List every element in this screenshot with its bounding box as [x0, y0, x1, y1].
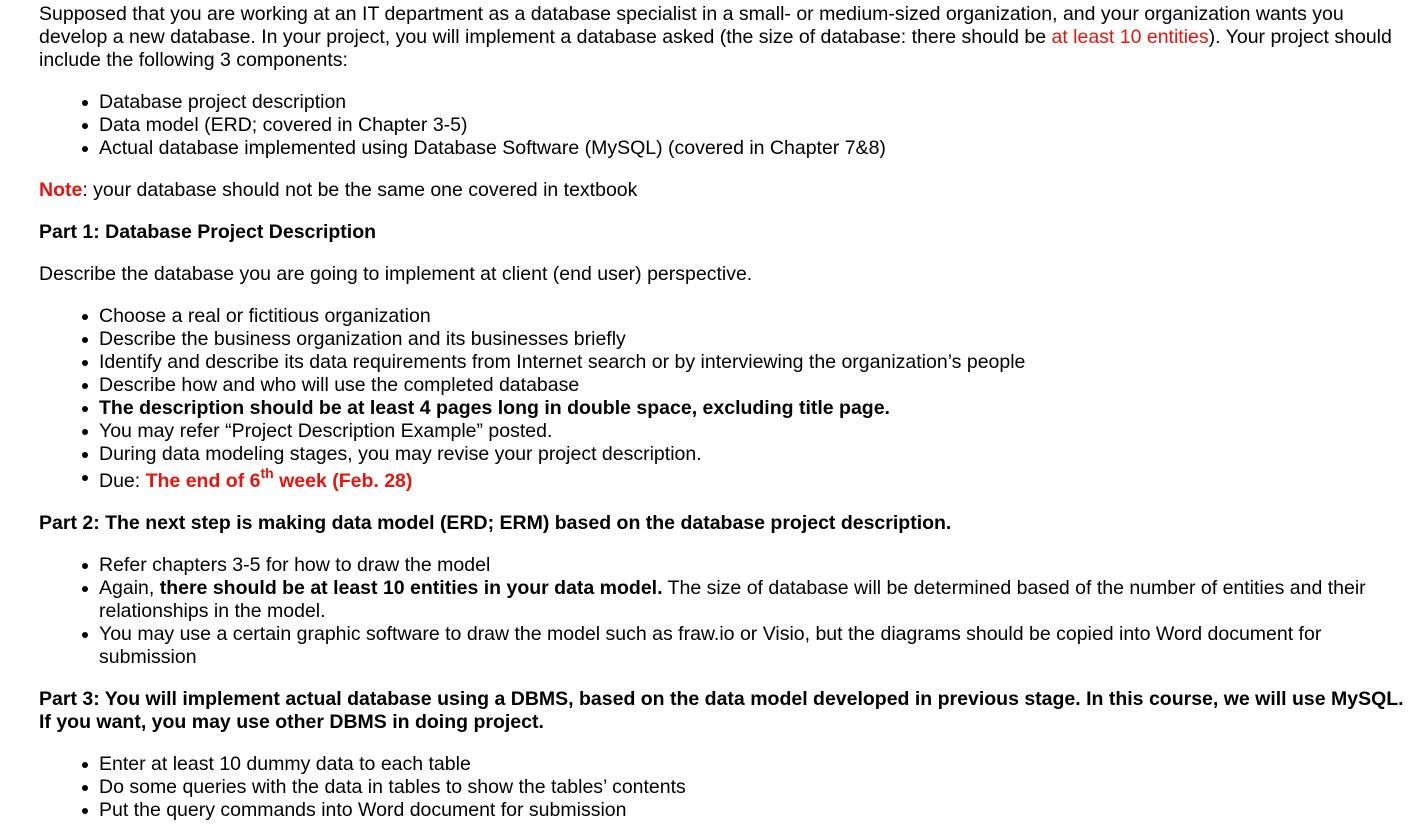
item2-bold: there should be at least 10 entities in your data model. [159, 577, 663, 599]
due-label: Due: [99, 470, 146, 492]
list-item: Actual database implemented using Database Software (MySQL) (covered in Chapter 7&8) [99, 137, 1407, 160]
list-item: Choose a real or fictitious organization [99, 305, 1407, 328]
list-item: During data modeling stages, you may revise your project description. [99, 443, 1407, 466]
note-paragraph [39, 179, 1407, 202]
part2-heading: Part 2: The next step is making data model (ERD; ERM) based on the database project description. [39, 512, 952, 534]
list-item [99, 577, 1407, 623]
entities-highlight: at least 10 entities [1051, 26, 1209, 48]
part1-description: Describe the database you are going to implement at client (end user) perspective. [39, 263, 753, 285]
item2-rest: The size of database will be determined based of the number of entities and their relationships in the model. [99, 577, 1366, 622]
list-item-bold: The description should be at least 4 pages long in double space, excluding title page. [99, 397, 1407, 420]
note-label: Note [39, 179, 83, 201]
due-superscript: th [260, 465, 274, 481]
due-suffix: week (Feb. 28) [273, 470, 413, 492]
list-item: Data model (ERD; covered in Chapter 3-5) [99, 114, 1407, 137]
due-item [99, 466, 1407, 493]
intro-paragraph [39, 3, 1407, 72]
list-item: Identify and describe its data requirements from Internet search or by interviewing the organization’s people [99, 351, 1407, 374]
list-item: Put the query commands into Word document for submission [99, 799, 1407, 822]
part2-list [39, 554, 1407, 669]
intro-text-after: ). Your project should include the following 3 components: [39, 26, 1392, 71]
components-list [39, 91, 1407, 160]
list-item: You may use a certain graphic software to draw the model such as fraw.io or Visio, but the diagrams should be copied into Word document for submission [99, 623, 1407, 669]
list-item: Describe how and who will use the completed database [99, 374, 1407, 397]
list-item: Enter at least 10 dummy data to each table [99, 753, 1407, 776]
part1-heading: Part 1: Database Project Description [39, 221, 377, 243]
intro-text-before: Supposed that you are working at an IT department as a database specialist in a small- or medium-sized organization, and your organization wants you develop a new database. In your project, you will implement a database asked (the size of database: there should be [39, 3, 1344, 48]
note-text: : your database should not be the same one covered in textbook [82, 179, 638, 201]
list-item: Describe the business organization and its businesses briefly [99, 328, 1407, 351]
list-item: You may refer “Project Description Example” posted. [99, 420, 1407, 443]
list-item: Refer chapters 3-5 for how to draw the model [99, 554, 1407, 577]
part3-heading: Part 3: You will implement actual database using a DBMS, based on the data model developed in previous stage. In this course, we will use MySQL. If you want, you may use other DBMS in doing project. [39, 688, 1404, 733]
due-date [145, 465, 413, 492]
list-item: Do some queries with the data in tables to show the tables’ contents [99, 776, 1407, 799]
item2-prefix: Again, [99, 577, 160, 599]
part1-list [39, 305, 1407, 493]
due-prefix: The end of 6 [145, 470, 261, 492]
list-item: Database project description [99, 91, 1407, 114]
part3-list [39, 753, 1407, 822]
